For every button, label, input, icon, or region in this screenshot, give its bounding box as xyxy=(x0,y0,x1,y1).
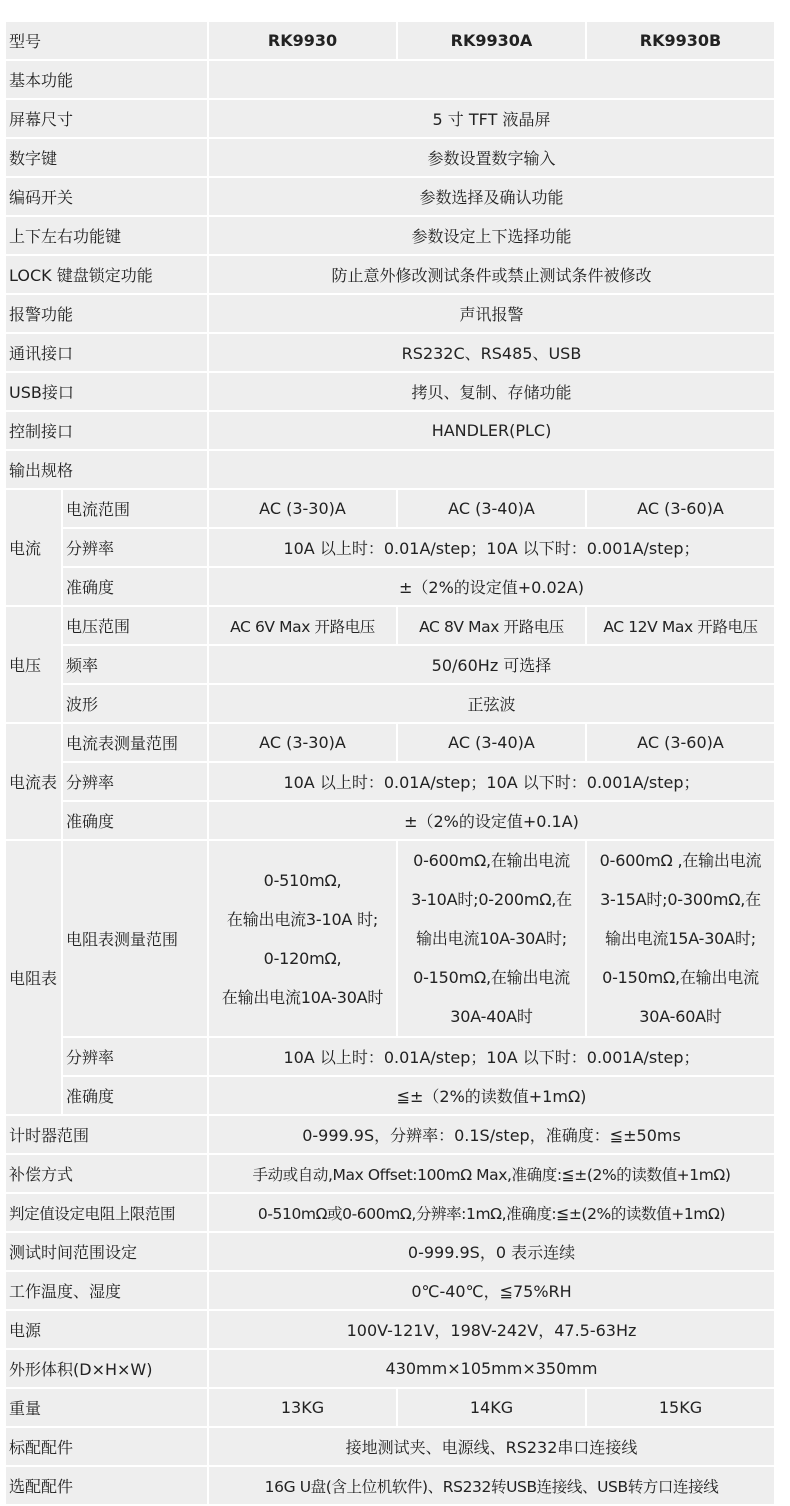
value: 10A 以上时：0.01A/step；10A 以下时：0.001A/step； xyxy=(209,763,774,800)
row-numkey xyxy=(6,139,774,176)
label: 屏幕尺寸 xyxy=(6,100,207,137)
line: 在输出电流3-10A 时; xyxy=(226,909,379,929)
value-rk9930a: AC 8V Max 开路电压 xyxy=(398,607,585,644)
value: 正弦波 xyxy=(209,685,774,722)
row-output xyxy=(6,451,774,488)
row-ohmmeter-resolution xyxy=(6,1038,774,1075)
row-voltage-waveform xyxy=(6,685,774,722)
row-current-accuracy xyxy=(6,568,774,605)
value: 接地测试夹、电源线、RS232串口连接线 xyxy=(209,1428,774,1465)
label: 标配配件 xyxy=(6,1428,207,1465)
model-rk9930a: RK9930A xyxy=(398,22,585,59)
line: 30A-40A时 xyxy=(450,1007,533,1026)
line: 3-10A时;0-200mΩ,在 xyxy=(411,890,572,909)
row-encoder xyxy=(6,178,774,215)
label: 准确度 xyxy=(63,568,207,605)
row-voltage-range xyxy=(6,607,774,644)
value: 手动或自动,Max Offset:100mΩ Max,准确度:≦±(2%的读数值+1mΩ) xyxy=(209,1155,774,1192)
value: 0℃-40℃，≦75%RH xyxy=(209,1272,774,1309)
value: 10A 以上时：0.01A/step；10A 以下时：0.001A/step； xyxy=(209,529,774,566)
row-opt-accessories xyxy=(6,1467,774,1504)
label: 选配配件 xyxy=(6,1467,207,1504)
value: 0-999.9S，0 表示连续 xyxy=(209,1233,774,1270)
row-arrows xyxy=(6,217,774,254)
value-rk9930b: AC (3-60)A xyxy=(587,724,774,761)
label: 输出规格 xyxy=(6,451,207,488)
label: 分辨率 xyxy=(63,1038,207,1075)
model-label: 型号 xyxy=(6,22,207,59)
value: 0-510mΩ或0-600mΩ,分辨率:1mΩ,准确度:≦±(2%的读数值+1mΩ) xyxy=(209,1194,774,1231)
label: 分辨率 xyxy=(63,529,207,566)
value: 参数选择及确认功能 xyxy=(209,178,774,215)
value: 100V-121V，198V-242V，47.5-63Hz xyxy=(209,1311,774,1348)
row-ohmmeter-range xyxy=(6,841,774,1036)
value: ±（2%的设定值+0.1A) xyxy=(209,802,774,839)
label: 控制接口 xyxy=(6,412,207,449)
row-lock xyxy=(6,256,774,293)
value: HANDLER(PLC) xyxy=(209,412,774,449)
value-rk9930b: AC 12V Max 开路电压 xyxy=(587,607,774,644)
label: LOCK 键盘锁定功能 xyxy=(6,256,207,293)
row-limit xyxy=(6,1194,774,1231)
row-control xyxy=(6,412,774,449)
model-rk9930: RK9930 xyxy=(209,22,396,59)
label: 计时器范围 xyxy=(6,1116,207,1153)
value: ≦±（2%的读数值+1mΩ) xyxy=(209,1077,774,1114)
line: 输出电流10A-30A时; xyxy=(416,929,567,948)
value xyxy=(209,61,774,98)
label: 电流范围 xyxy=(63,490,207,527)
label: 电流表测量范围 xyxy=(63,724,207,761)
group-ammeter: 电流表 xyxy=(6,724,61,839)
row-screen xyxy=(6,100,774,137)
label: 报警功能 xyxy=(6,295,207,332)
line: 0-600mΩ,在输出电流 xyxy=(413,851,570,870)
line: 0-150mΩ,在输出电流 xyxy=(602,968,759,987)
label: 电源 xyxy=(6,1311,207,1348)
row-basic xyxy=(6,61,774,98)
label: 电阻表测量范围 xyxy=(63,841,207,1036)
value: 50/60Hz 可选择 xyxy=(209,646,774,683)
value: 10A 以上时：0.01A/step；10A 以下时：0.001A/step； xyxy=(209,1038,774,1075)
row-comm xyxy=(6,334,774,371)
value: RS232C、RS485、USB xyxy=(209,334,774,371)
label: 编码开关 xyxy=(6,178,207,215)
line: 0-150mΩ,在输出电流 xyxy=(413,968,570,987)
line: 0-510mΩ, xyxy=(263,870,342,890)
value: 声讯报警 xyxy=(209,295,774,332)
group-ohmmeter: 电阻表 xyxy=(6,841,61,1114)
value-rk9930a: 14KG xyxy=(398,1389,585,1426)
row-current-resolution xyxy=(6,529,774,566)
value-rk9930 xyxy=(209,841,396,1036)
row-ohmmeter-accuracy xyxy=(6,1077,774,1114)
line: 0-120mΩ, xyxy=(263,948,342,968)
value: 0-999.9S，分辨率：0.1S/step，准确度：≦±50ms xyxy=(209,1116,774,1153)
line: 0-600mΩ ,在输出电流 xyxy=(599,851,762,870)
row-usb xyxy=(6,373,774,410)
label: 分辨率 xyxy=(63,763,207,800)
row-ammeter-accuracy xyxy=(6,802,774,839)
model-rk9930b: RK9930B xyxy=(587,22,774,59)
value: 拷贝、复制、存储功能 xyxy=(209,373,774,410)
row-compensation xyxy=(6,1155,774,1192)
value: 5 寸 TFT 液晶屏 xyxy=(209,100,774,137)
value-rk9930b xyxy=(587,841,774,1036)
label: 准确度 xyxy=(63,802,207,839)
spec-table xyxy=(4,20,776,1506)
value: 16G U盘(含上位机软件)、RS232转USB连接线、USB转方口连接线 xyxy=(209,1467,774,1504)
row-current-range xyxy=(6,490,774,527)
label: USB接口 xyxy=(6,373,207,410)
label: 频率 xyxy=(63,646,207,683)
label: 波形 xyxy=(63,685,207,722)
value: 430mm×105mm×350mm xyxy=(209,1350,774,1387)
group-voltage: 电压 xyxy=(6,607,61,722)
row-ammeter-resolution xyxy=(6,763,774,800)
header-row xyxy=(6,22,774,59)
row-dimension xyxy=(6,1350,774,1387)
label: 外形体积(D×H×W) xyxy=(6,1350,207,1387)
label: 数字键 xyxy=(6,139,207,176)
row-env xyxy=(6,1272,774,1309)
label: 测试时间范围设定 xyxy=(6,1233,207,1270)
value-rk9930a: AC (3-40)A xyxy=(398,490,585,527)
value xyxy=(209,451,774,488)
value: 防止意外修改测试条件或禁止测试条件被修改 xyxy=(209,256,774,293)
row-weight xyxy=(6,1389,774,1426)
row-alarm xyxy=(6,295,774,332)
value: 参数设置数字输入 xyxy=(209,139,774,176)
label: 补偿方式 xyxy=(6,1155,207,1192)
label: 重量 xyxy=(6,1389,207,1426)
label: 上下左右功能键 xyxy=(6,217,207,254)
line: 30A-60A时 xyxy=(639,1007,722,1026)
label: 基本功能 xyxy=(6,61,207,98)
row-voltage-frequency xyxy=(6,646,774,683)
group-current: 电流 xyxy=(6,490,61,605)
line: 在输出电流10A-30A时 xyxy=(221,987,384,1007)
value-rk9930: 13KG xyxy=(209,1389,396,1426)
line: 3-15A时;0-300mΩ,在 xyxy=(600,890,761,909)
label: 通讯接口 xyxy=(6,334,207,371)
row-ammeter-range xyxy=(6,724,774,761)
value-rk9930a xyxy=(398,841,585,1036)
label: 准确度 xyxy=(63,1077,207,1114)
value-rk9930b: 15KG xyxy=(587,1389,774,1426)
label: 电压范围 xyxy=(63,607,207,644)
label: 工作温度、湿度 xyxy=(6,1272,207,1309)
value-rk9930: AC (3-30)A xyxy=(209,490,396,527)
value-rk9930: AC (3-30)A xyxy=(209,724,396,761)
label: 判定值设定电阻上限范围 xyxy=(6,1194,207,1231)
line: 输出电流15A-30A时; xyxy=(605,929,756,948)
value-rk9930a: AC (3-40)A xyxy=(398,724,585,761)
value: 参数设定上下选择功能 xyxy=(209,217,774,254)
value-rk9930: AC 6V Max 开路电压 xyxy=(209,607,396,644)
row-timer xyxy=(6,1116,774,1153)
row-testtime xyxy=(6,1233,774,1270)
value-rk9930b: AC (3-60)A xyxy=(587,490,774,527)
row-std-accessories xyxy=(6,1428,774,1465)
value: ±（2%的设定值+0.02A) xyxy=(209,568,774,605)
row-power xyxy=(6,1311,774,1348)
